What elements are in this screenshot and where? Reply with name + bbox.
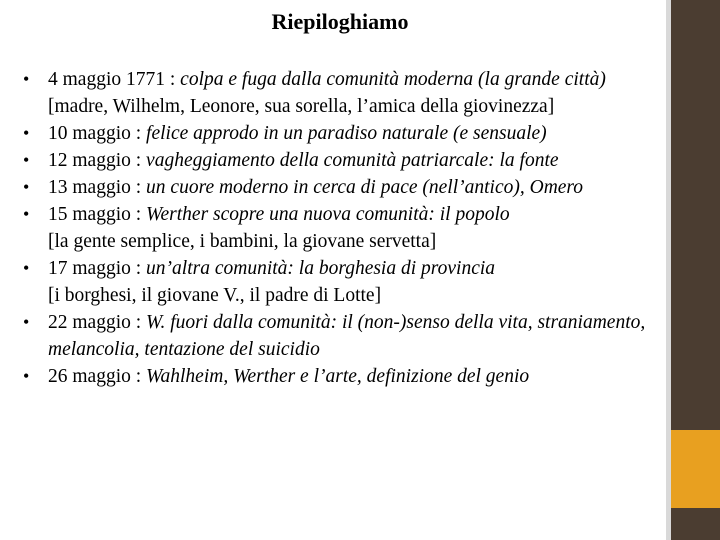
bullet-date: 22 maggio : — [48, 312, 147, 333]
bullet-note: [madre, Wilhelm, Leonore, sua sorella, l’amica della giovinezza] — [48, 96, 555, 117]
list-item — [23, 363, 663, 390]
list-item — [23, 66, 663, 120]
bullet-icon: • — [23, 150, 30, 170]
bullet-date: 17 maggio : — [48, 258, 147, 279]
bullet-date: 4 maggio 1771 : — [48, 69, 181, 90]
list-item — [23, 174, 663, 201]
bullet-note: [i borghesi, il giovane V., il padre di Lotte] — [48, 285, 382, 306]
bullet-text: Wahlheim, Werther e l’arte, definizione del genio — [146, 366, 530, 387]
list-item — [23, 147, 663, 174]
sidebar-accent-block — [671, 430, 720, 508]
bullet-date: 10 maggio : — [48, 123, 147, 144]
list-item — [23, 255, 663, 309]
bullet-text: un cuore moderno in cerca di pace (nell’antico), Omero — [146, 177, 584, 198]
bullet-icon: • — [23, 258, 30, 278]
bullet-text: felice approdo in un paradiso naturale (e sensuale) — [146, 123, 547, 144]
list-item — [23, 201, 663, 255]
slide-title: Riepiloghiamo — [271, 9, 409, 34]
bullet-icon: • — [23, 123, 30, 143]
bullet-text: vagheggiamento della comunità patriarcale: la fonte — [146, 150, 559, 171]
list-item — [23, 120, 663, 147]
bullet-icon: • — [23, 69, 30, 89]
bullet-list — [23, 66, 663, 390]
bullet-note: [la gente semplice, i bambini, la giovane servetta] — [48, 231, 437, 252]
bullet-icon: • — [23, 366, 30, 386]
bullet-text: colpa e fuga dalla comunità moderna (la grande città) — [180, 69, 606, 90]
bullet-date: 13 maggio : — [48, 177, 147, 198]
bullet-icon: • — [23, 204, 30, 224]
list-item — [23, 309, 663, 363]
bullet-icon: • — [23, 177, 30, 197]
bullet-text: un’altra comunità: la borghesia di provincia — [146, 258, 496, 279]
bullet-date: 15 maggio : — [48, 204, 147, 225]
bullet-text: W. fuori dalla comunità: il (non-)senso della vita, straniamento, melancolia, tentazione del suicidio — [48, 312, 646, 360]
bullet-date: 26 maggio : — [48, 366, 147, 387]
bullet-text: Werther scopre una nuova comunità: il popolo — [146, 204, 510, 225]
bullet-icon: • — [23, 312, 30, 332]
bullet-date: 12 maggio : — [48, 150, 147, 171]
